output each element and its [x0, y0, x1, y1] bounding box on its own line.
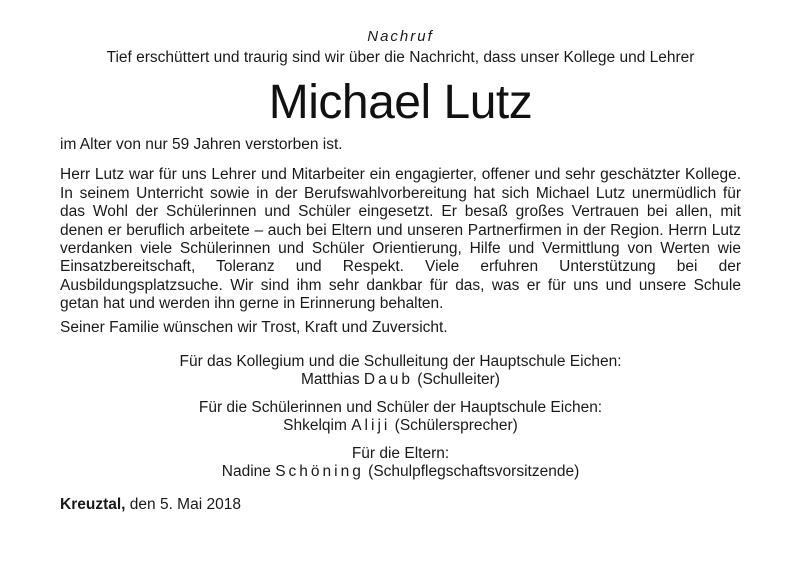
signatory-last-name: Schöning [275, 463, 364, 481]
signatory-first-name: Shkelqim [283, 417, 347, 435]
signatory-role: (Schulpflegschaftsvorsitzende) [368, 463, 580, 481]
place: Kreuztal, [60, 495, 126, 513]
signature-block-parents [60, 445, 741, 482]
signature-for-label: Für die Schülerinnen und Schüler der Hauptschule Eichen: [198, 398, 603, 416]
signature-block-students [60, 399, 741, 436]
signature-block-staff [60, 353, 741, 390]
signatory-line [60, 417, 741, 435]
date: den 5. Mai 2018 [129, 495, 241, 513]
signatory-first-name: Nadine [221, 463, 271, 481]
signatory-line [60, 371, 741, 389]
notice-heading: Nachruf [367, 28, 434, 45]
signatory-last-name: Aliji [351, 417, 391, 435]
signatory-line [60, 463, 741, 481]
condolence-line: Seiner Familie wünschen wir Trost, Kraft und Zuversicht. [60, 318, 448, 336]
signatory-role: (Schülersprecher) [394, 417, 518, 435]
place-date-line [60, 496, 741, 514]
obituary-notice [60, 28, 741, 514]
deceased-name: Michael Lutz [268, 76, 533, 129]
signatory-last-name: Daub [363, 371, 413, 389]
intro-line: Tief erschüttert und traurig sind wir über die Nachricht, dass unser Kollege und Lehrer [106, 49, 695, 66]
signatory-first-name: Matthias [301, 371, 360, 389]
tribute-paragraph: Herr Lutz war für uns Lehrer und Mitarbeiter ein engagierter, offener und sehr geschätzter Kollege. In seinem Unterricht sowie in der Berufswahlvorbereitung hat sich Michael Lutz unermüdlich für das Wohl der Schülerinnen und Schüler eingesetzt. Er besaß großes Vertrauen bei allen, mit denen er beruflich arbeitete – auch bei Eltern und unseren Partnerfirmen in der Region. Herrn Lutz verdanken viele Schülerinnen und Schüler Orientierung, Hilfe und Vermittlung von Werten wie Einsatzbereitschaft, Toleranz und Respekt. Viele erfuhren Unterstützung bei der Ausbildungsplatzsuche. Wir sind ihm sehr dankbar für das, was er für uns und unsere Schule getan hat und werden ihn gerne in Erinnerung behalten. [60, 166, 741, 313]
signatory-role: (Schulleiter) [417, 371, 500, 389]
age-line: im Alter von nur 59 Jahren verstorben ist. [60, 136, 343, 153]
signature-for-label: Für das Kollegium und die Schulleitung der Hauptschule Eichen: [179, 353, 622, 371]
signature-for-label: Für die Eltern: [351, 444, 450, 462]
